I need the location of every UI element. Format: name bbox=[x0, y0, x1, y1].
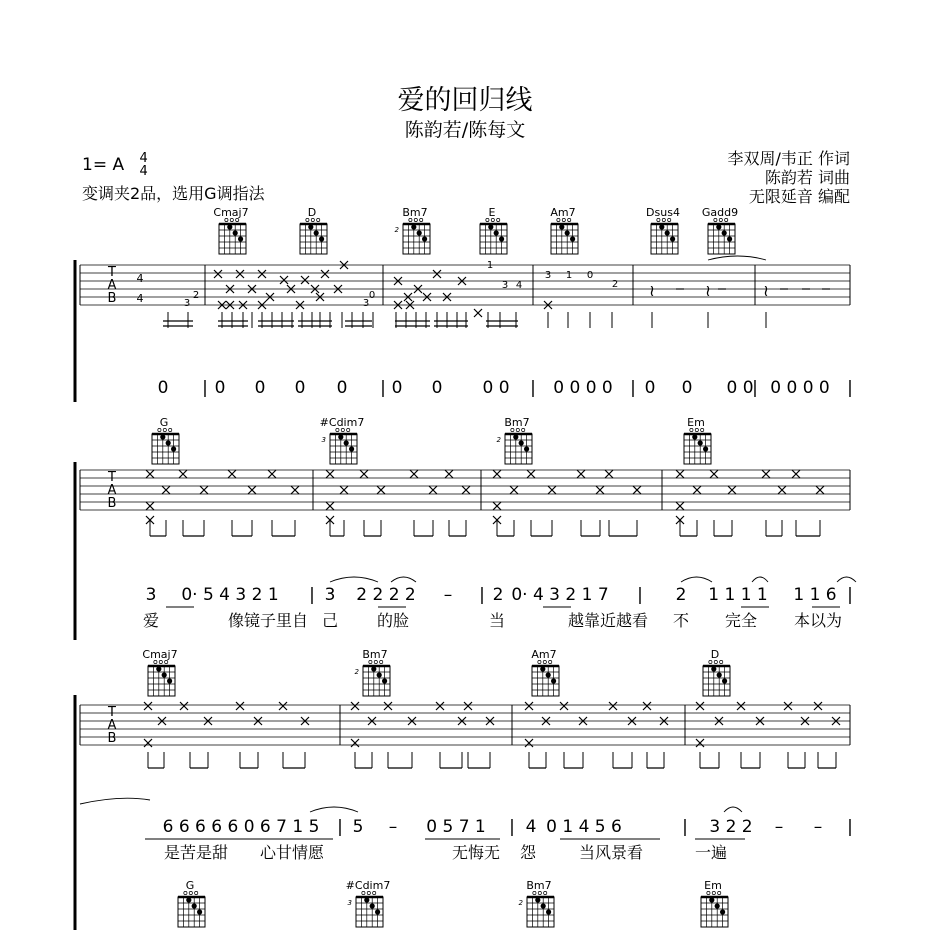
chord-diagram bbox=[330, 428, 357, 464]
tie-arc bbox=[310, 807, 358, 812]
numbered-note: 0 5 7 1 bbox=[426, 817, 486, 837]
tab-note-x bbox=[279, 702, 287, 710]
tab-note-x bbox=[146, 470, 154, 478]
numbered-note: 2 2 2 2 bbox=[356, 585, 416, 605]
chord-finger-dot bbox=[162, 672, 167, 677]
chord-diagram bbox=[708, 218, 735, 254]
lyric-text: 越靠近越看 bbox=[567, 611, 649, 630]
tab-time-top: 4 bbox=[136, 272, 144, 285]
tab-note-x bbox=[605, 470, 613, 478]
tab-note-x bbox=[162, 486, 170, 494]
tab-note-x bbox=[340, 486, 348, 494]
tab-note-x bbox=[258, 270, 266, 278]
tab-note-x bbox=[410, 470, 418, 478]
chord-fret-number: 3 bbox=[347, 899, 352, 907]
chord-diagram bbox=[551, 218, 578, 254]
chord-name: Bm7 bbox=[526, 879, 552, 892]
chord-finger-dot bbox=[349, 446, 354, 451]
credit-arranger: 无限延音 编配 bbox=[748, 187, 850, 206]
chord-name: #Cdim7 bbox=[319, 416, 365, 429]
measure-bar: | bbox=[380, 378, 386, 398]
measure-bar: | bbox=[682, 817, 688, 837]
numbered-note: 0 bbox=[214, 378, 226, 398]
lyric-text: 的脸 bbox=[376, 611, 410, 630]
tab-note-x bbox=[445, 470, 453, 478]
tab-note-x bbox=[360, 470, 368, 478]
chord-finger-dot bbox=[370, 903, 375, 908]
measure-bar: | bbox=[309, 585, 315, 605]
tab-note-x bbox=[179, 470, 187, 478]
chord-finger-dot bbox=[160, 434, 165, 439]
numbered-note: 0 bbox=[294, 378, 306, 398]
lyric-text: 无悔无 bbox=[451, 843, 501, 862]
chord-finger-dot bbox=[422, 236, 427, 241]
chord-name: D bbox=[710, 648, 720, 661]
chord-finger-dot bbox=[314, 230, 319, 235]
tab-clef-letter: B bbox=[107, 731, 117, 746]
tab-note-x bbox=[236, 702, 244, 710]
chord-finger-dot bbox=[186, 897, 191, 902]
tab-note-x bbox=[525, 702, 533, 710]
chord-diagram bbox=[505, 428, 532, 464]
chord-name: #Cdim7 bbox=[345, 879, 391, 892]
tie-arc bbox=[391, 577, 416, 582]
numbered-note: 0· 5 4 3 2 1 bbox=[181, 585, 279, 605]
numbered-note: 0 bbox=[431, 378, 443, 398]
chord-finger-dot bbox=[722, 678, 727, 683]
numbered-note: – bbox=[388, 817, 398, 837]
chord-finger-dot bbox=[659, 224, 664, 229]
numbered-note: 0 bbox=[681, 378, 693, 398]
lyric-text: 一遍 bbox=[694, 843, 728, 862]
chord-finger-dot bbox=[540, 666, 545, 671]
chord-finger-dot bbox=[665, 230, 670, 235]
chord-diagram bbox=[703, 660, 730, 696]
chord-name: Em bbox=[687, 416, 705, 429]
lyric-text: 像镜子里自 bbox=[227, 611, 309, 630]
numbered-note: 0 bbox=[391, 378, 403, 398]
tab-note-x bbox=[696, 702, 704, 710]
chord-finger-dot bbox=[541, 903, 546, 908]
chord-name: G bbox=[185, 879, 195, 892]
chord-finger-dot bbox=[551, 678, 556, 683]
measure-bar: | bbox=[637, 585, 643, 605]
lyric-text: 爱 bbox=[142, 611, 160, 630]
tab-note-x bbox=[228, 470, 236, 478]
tab-fret-digit: 4 bbox=[515, 280, 523, 291]
chord-finger-dot bbox=[344, 440, 349, 445]
chord-finger-dot bbox=[709, 897, 714, 902]
numbered-note: 0 0 0 0 bbox=[770, 378, 830, 398]
chord-diagram bbox=[178, 891, 205, 927]
chord-finger-dot bbox=[535, 897, 540, 902]
tab-clef-letter: T bbox=[108, 470, 116, 485]
chord-diagram bbox=[148, 660, 175, 696]
chord-finger-dot bbox=[727, 236, 732, 241]
chord-fret-number: 2 bbox=[354, 668, 359, 676]
tab-note-x bbox=[643, 702, 651, 710]
chord-finger-dot bbox=[499, 236, 504, 241]
chord-name: Gadd9 bbox=[701, 206, 739, 219]
chord-finger-dot bbox=[722, 230, 727, 235]
chord-finger-dot bbox=[513, 434, 518, 439]
lyric-text: 当 bbox=[488, 611, 506, 630]
chord-finger-dot bbox=[338, 434, 343, 439]
chord-finger-dot bbox=[156, 666, 161, 671]
tab-note-x bbox=[493, 502, 501, 510]
chord-finger-dot bbox=[570, 236, 575, 241]
tab-note-x bbox=[510, 486, 518, 494]
tie-arc bbox=[681, 577, 712, 582]
numbered-note: 0 bbox=[644, 378, 656, 398]
chord-fret-number: 2 bbox=[496, 436, 501, 444]
lyric-text: 怨 bbox=[519, 843, 537, 862]
tab-note-x bbox=[816, 486, 824, 494]
chord-finger-dot bbox=[720, 909, 725, 914]
tab-note-x bbox=[436, 702, 444, 710]
tab-note-x bbox=[268, 470, 276, 478]
measure-bar: | bbox=[530, 378, 536, 398]
tab-note-x bbox=[609, 702, 617, 710]
chord-name: Bm7 bbox=[362, 648, 388, 661]
measure-bar: | bbox=[337, 817, 343, 837]
chord-finger-dot bbox=[192, 903, 197, 908]
tab-note-x bbox=[351, 702, 359, 710]
numbered-note: 5 bbox=[352, 817, 364, 837]
numbered-note: 2 bbox=[492, 585, 504, 605]
chord-finger-dot bbox=[377, 672, 382, 677]
tab-note-x bbox=[784, 702, 792, 710]
chord-finger-dot bbox=[670, 236, 675, 241]
chord-diagram bbox=[356, 891, 383, 927]
numbered-note: 3 bbox=[324, 585, 336, 605]
tab-note-x bbox=[737, 702, 745, 710]
chord-diagram bbox=[403, 218, 430, 254]
chord-finger-dot bbox=[319, 236, 324, 241]
measure-bar: | bbox=[479, 585, 485, 605]
chord-open-marker bbox=[195, 891, 198, 894]
tab-fret-digit: 0 bbox=[368, 290, 376, 301]
numbered-note: 3 2 2 bbox=[709, 817, 753, 837]
chord-diagram bbox=[152, 428, 179, 464]
chord-name: Am7 bbox=[550, 206, 576, 219]
tab-clef-letter: A bbox=[107, 483, 117, 498]
chord-finger-dot bbox=[375, 909, 380, 914]
numbered-note: 0 bbox=[254, 378, 266, 398]
tab-note-x bbox=[792, 470, 800, 478]
chord-finger-dot bbox=[167, 678, 172, 683]
tab-note-x bbox=[525, 739, 533, 747]
chord-finger-dot bbox=[519, 440, 524, 445]
chord-name: E bbox=[488, 206, 496, 219]
chord-diagram bbox=[651, 218, 678, 254]
chord-fret-number: 3 bbox=[321, 436, 326, 444]
chord-finger-dot bbox=[411, 224, 416, 229]
tab-note-x bbox=[696, 739, 704, 747]
tab-note-x bbox=[429, 486, 437, 494]
tab-note-x bbox=[762, 470, 770, 478]
tab-note-x bbox=[321, 270, 329, 278]
tab-note-x bbox=[814, 702, 822, 710]
chord-diagram bbox=[219, 218, 246, 254]
lyric-text: 己 bbox=[321, 611, 339, 630]
chord-diagram bbox=[300, 218, 327, 254]
chord-fret-number: 2 bbox=[394, 226, 399, 234]
chord-open-marker bbox=[317, 218, 320, 221]
numbered-note: 6 6 6 6 6 0 6 7 1 5 bbox=[162, 817, 320, 837]
numbered-note: 2 bbox=[675, 585, 687, 605]
time-bottom: 4 bbox=[139, 164, 148, 179]
numbered-note: 0· 4 3 2 1 7 bbox=[511, 585, 609, 605]
numbered-note: 0 0 0 0 bbox=[553, 378, 613, 398]
numbered-note: 0 0 bbox=[726, 378, 754, 398]
numbered-note: 0 bbox=[336, 378, 348, 398]
lyric-text: 不 bbox=[672, 611, 690, 630]
tab-clef-letter: B bbox=[107, 291, 117, 306]
chord-finger-dot bbox=[546, 909, 551, 914]
measure-bar: | bbox=[847, 378, 853, 398]
tab-note-x bbox=[144, 702, 152, 710]
measure-bar: | bbox=[752, 378, 758, 398]
chord-fret-number: 2 bbox=[518, 899, 523, 907]
tab-note-x bbox=[248, 486, 256, 494]
tab-note-x bbox=[326, 470, 334, 478]
measure-bar: | bbox=[202, 378, 208, 398]
numbered-note: 0 0 bbox=[482, 378, 510, 398]
tie-arc bbox=[708, 256, 766, 260]
tab-note-x bbox=[200, 486, 208, 494]
tab-clef-letter: A bbox=[107, 718, 117, 733]
chord-finger-dot bbox=[364, 897, 369, 902]
tab-note-x bbox=[474, 309, 482, 317]
tab-clef-letter: B bbox=[107, 496, 117, 511]
credit-composer: 陈韵若 词曲 bbox=[764, 168, 850, 187]
tab-note-x bbox=[377, 486, 385, 494]
chord-finger-dot bbox=[171, 446, 176, 451]
tab-note-x bbox=[384, 702, 392, 710]
tab-fret-digit: 1 bbox=[486, 260, 494, 271]
chord-finger-dot bbox=[717, 672, 722, 677]
chord-name: D bbox=[307, 206, 317, 219]
tab-clef bbox=[107, 470, 117, 511]
tab-note-x bbox=[728, 486, 736, 494]
chord-diagram bbox=[480, 218, 507, 254]
measure-bar: | bbox=[630, 378, 636, 398]
lyric-text: 本以为 bbox=[793, 611, 843, 630]
arpeggio-mark: ≀ bbox=[649, 281, 655, 300]
tab-fret-digit: 3 bbox=[501, 280, 509, 291]
tab-note-x bbox=[291, 486, 299, 494]
measure-bar: | bbox=[847, 585, 853, 605]
chord-name: Cmaj7 bbox=[213, 206, 249, 219]
tie-arc bbox=[724, 807, 742, 812]
chord-finger-dot bbox=[382, 678, 387, 683]
numbered-note: – bbox=[813, 817, 823, 837]
numbered-note: 1 1 6 bbox=[793, 585, 837, 605]
key-label: 1= A bbox=[82, 155, 125, 175]
chord-finger-dot bbox=[233, 230, 238, 235]
chord-name: Am7 bbox=[531, 648, 557, 661]
arpeggio-mark: ≀ bbox=[705, 281, 711, 300]
tab-fret-digit: 1 bbox=[565, 270, 573, 281]
chord-finger-dot bbox=[524, 446, 529, 451]
chord-finger-dot bbox=[716, 224, 721, 229]
tab-clef bbox=[107, 705, 117, 746]
tab-note-x bbox=[676, 470, 684, 478]
chord-finger-dot bbox=[308, 224, 313, 229]
song-artist: 陈韵若/陈每文 bbox=[404, 119, 526, 141]
lyric-text: 是苦是甜 bbox=[163, 843, 229, 862]
chord-diagram bbox=[701, 891, 728, 927]
chord-finger-dot bbox=[565, 230, 570, 235]
lyric-text: 当风景看 bbox=[578, 843, 644, 862]
tab-note-x bbox=[301, 276, 309, 284]
tab-note-x bbox=[710, 470, 718, 478]
capo-note: 变调夹2品，选用G调指法 bbox=[82, 184, 265, 203]
chord-diagram bbox=[532, 660, 559, 696]
tie-arc bbox=[752, 577, 768, 582]
tab-note-x bbox=[527, 470, 535, 478]
chord-name: Em bbox=[704, 879, 722, 892]
chord-finger-dot bbox=[371, 666, 376, 671]
tab-note-x bbox=[146, 502, 154, 510]
chord-diagram bbox=[527, 891, 554, 927]
tab-note-x bbox=[577, 470, 585, 478]
tab-note-x bbox=[633, 486, 641, 494]
chord-finger-dot bbox=[692, 434, 697, 439]
lyric-text: 完全 bbox=[724, 611, 758, 630]
chord-open-marker bbox=[720, 660, 723, 663]
tab-clef bbox=[107, 265, 117, 306]
tab-note-x bbox=[280, 276, 288, 284]
tab-note-x bbox=[676, 502, 684, 510]
chord-finger-dot bbox=[227, 224, 232, 229]
tie-arc bbox=[80, 798, 150, 804]
song-title: 爱的回归线 bbox=[397, 85, 533, 116]
tab-note-x bbox=[236, 270, 244, 278]
tab-note-x bbox=[326, 502, 334, 510]
chord-finger-dot bbox=[546, 672, 551, 677]
numbered-note: – bbox=[443, 585, 453, 605]
tab-fret-digit: 2 bbox=[611, 279, 619, 290]
chord-finger-dot bbox=[715, 903, 720, 908]
tab-note-x bbox=[464, 702, 472, 710]
chord-finger-dot bbox=[711, 666, 716, 671]
tab-fret-digit: 3 bbox=[544, 270, 552, 281]
tab-note-x bbox=[180, 702, 188, 710]
chord-diagram bbox=[684, 428, 711, 464]
tab-fret-digit: 3 bbox=[183, 298, 191, 309]
chord-open-marker bbox=[169, 428, 172, 431]
tab-note-x bbox=[433, 270, 441, 278]
chord-open-marker bbox=[497, 218, 500, 221]
chord-finger-dot bbox=[238, 236, 243, 241]
chord-name: G bbox=[159, 416, 169, 429]
measure-bar: | bbox=[509, 817, 515, 837]
chord-finger-dot bbox=[559, 224, 564, 229]
tab-clef-letter: T bbox=[108, 265, 116, 280]
chord-finger-dot bbox=[494, 230, 499, 235]
numbered-note: 3 bbox=[145, 585, 157, 605]
chord-name: Bm7 bbox=[504, 416, 530, 429]
tab-note-x bbox=[144, 739, 152, 747]
measure-bar: | bbox=[847, 817, 853, 837]
chord-finger-dot bbox=[417, 230, 422, 235]
tie-arc bbox=[837, 577, 856, 582]
numbered-note: 0 1 4 5 6 bbox=[546, 817, 622, 837]
chord-finger-dot bbox=[197, 909, 202, 914]
chord-finger-dot bbox=[488, 224, 493, 229]
tab-note-x bbox=[548, 486, 556, 494]
tab-time-bottom: 4 bbox=[136, 292, 144, 305]
numbered-note: – bbox=[774, 817, 784, 837]
arpeggio-mark: ≀ bbox=[763, 281, 769, 300]
tab-fret-digit: 2 bbox=[192, 290, 200, 301]
tab-note-x bbox=[351, 739, 359, 747]
tab-note-x bbox=[560, 702, 568, 710]
tab-fret-digit: 0 bbox=[586, 270, 594, 281]
numbered-note: 0 bbox=[157, 378, 169, 398]
tab-note-x bbox=[778, 486, 786, 494]
lyric-text: 心甘情愿 bbox=[259, 843, 325, 862]
time-top: 4 bbox=[139, 151, 148, 166]
chord-name: Cmaj7 bbox=[142, 648, 178, 661]
chord-name: Dsus4 bbox=[646, 206, 680, 219]
numbered-note: 1 1 1 1 bbox=[708, 585, 768, 605]
tab-note-x bbox=[462, 486, 470, 494]
numbered-note: 4 bbox=[525, 817, 537, 837]
chord-diagram bbox=[363, 660, 390, 696]
tab-note-x bbox=[214, 270, 222, 278]
tab-clef-letter: A bbox=[107, 278, 117, 293]
tab-note-x bbox=[596, 486, 604, 494]
tie-arc bbox=[330, 577, 378, 582]
chord-finger-dot bbox=[703, 446, 708, 451]
chord-name: Bm7 bbox=[402, 206, 428, 219]
tab-note-x bbox=[493, 470, 501, 478]
chord-finger-dot bbox=[166, 440, 171, 445]
tab-note-x bbox=[693, 486, 701, 494]
tab-fret-digit: 3 bbox=[362, 298, 370, 309]
credit-lyricist: 李双周/韦正 作词 bbox=[727, 149, 850, 168]
tab-clef-letter: T bbox=[108, 705, 116, 720]
chord-finger-dot bbox=[698, 440, 703, 445]
